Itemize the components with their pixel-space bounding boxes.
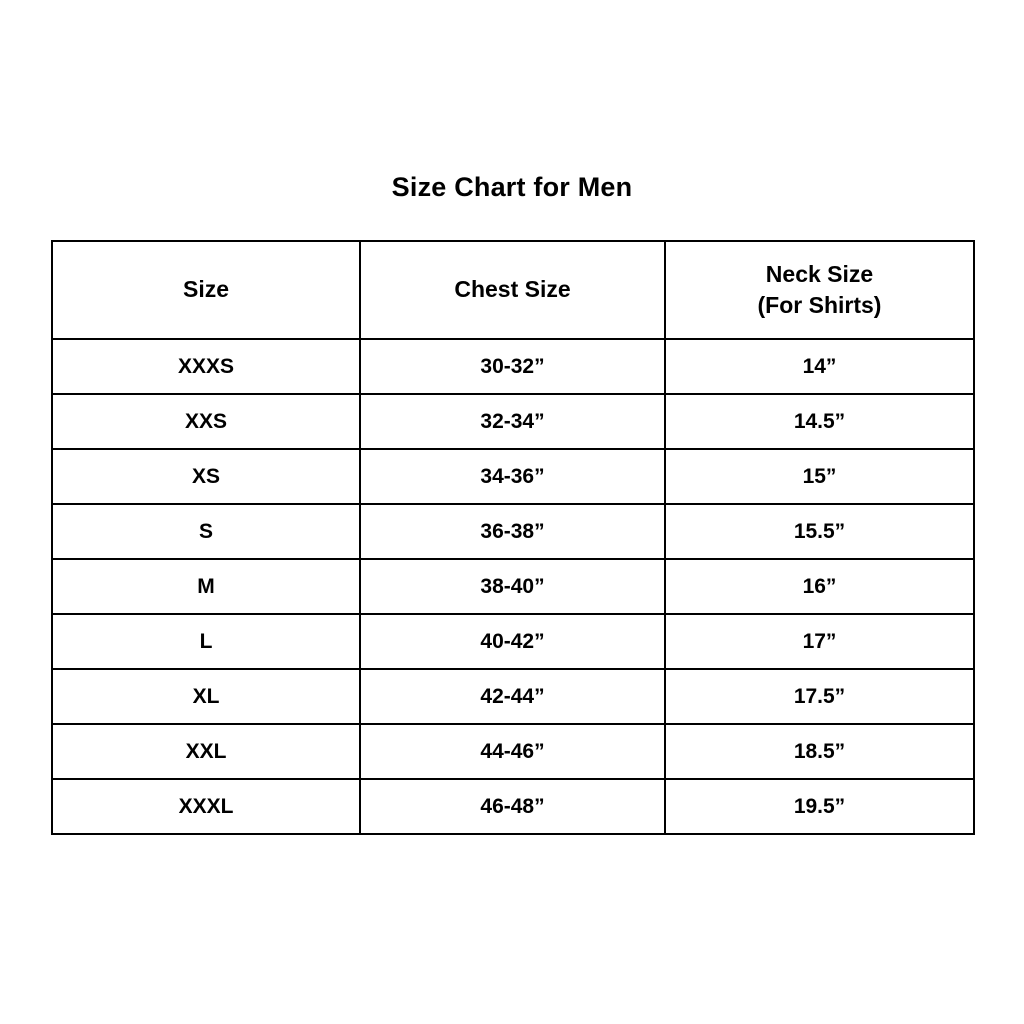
cell-size: L (52, 614, 360, 669)
column-header-neck-label: Neck Size (765, 260, 874, 287)
table-header-row (52, 241, 974, 339)
cell-size: XXL (52, 724, 360, 779)
cell-size: XXXL (52, 779, 360, 834)
size-chart-table-wrapper (51, 240, 973, 835)
cell-neck: 18.5” (665, 724, 974, 779)
table-row (52, 779, 974, 834)
table-row (52, 614, 974, 669)
table-body (52, 339, 974, 834)
cell-chest: 46-48” (360, 779, 665, 834)
cell-size: XS (52, 449, 360, 504)
column-header-size-label: Size (182, 276, 230, 303)
cell-chest: 44-46” (360, 724, 665, 779)
table-row (52, 559, 974, 614)
cell-neck: 19.5” (665, 779, 974, 834)
table-row (52, 339, 974, 394)
column-header-size (52, 241, 360, 339)
cell-chest: 42-44” (360, 669, 665, 724)
cell-size: M (52, 559, 360, 614)
cell-neck: 14” (665, 339, 974, 394)
cell-size: S (52, 504, 360, 559)
table-row (52, 669, 974, 724)
cell-neck: 17” (665, 614, 974, 669)
size-chart-table (51, 240, 975, 835)
cell-chest: 40-42” (360, 614, 665, 669)
cell-chest: 30-32” (360, 339, 665, 394)
cell-neck: 15” (665, 449, 974, 504)
cell-chest: 36-38” (360, 504, 665, 559)
cell-chest: 34-36” (360, 449, 665, 504)
column-header-chest-label: Chest Size (454, 276, 571, 303)
column-header-chest (360, 241, 665, 339)
table-row (52, 724, 974, 779)
table-header (52, 241, 974, 339)
cell-size: XXXS (52, 339, 360, 394)
table-row (52, 394, 974, 449)
cell-chest: 32-34” (360, 394, 665, 449)
cell-neck: 15.5” (665, 504, 974, 559)
cell-neck: 14.5” (665, 394, 974, 449)
cell-chest: 38-40” (360, 559, 665, 614)
page-title: Size Chart for Men (391, 172, 633, 202)
cell-neck: 16” (665, 559, 974, 614)
table-row (52, 504, 974, 559)
cell-size: XXS (52, 394, 360, 449)
cell-neck: 17.5” (665, 669, 974, 724)
table-row (52, 449, 974, 504)
column-header-neck-sublabel: (For Shirts) (757, 292, 882, 318)
column-header-neck (665, 241, 974, 339)
cell-size: XL (52, 669, 360, 724)
